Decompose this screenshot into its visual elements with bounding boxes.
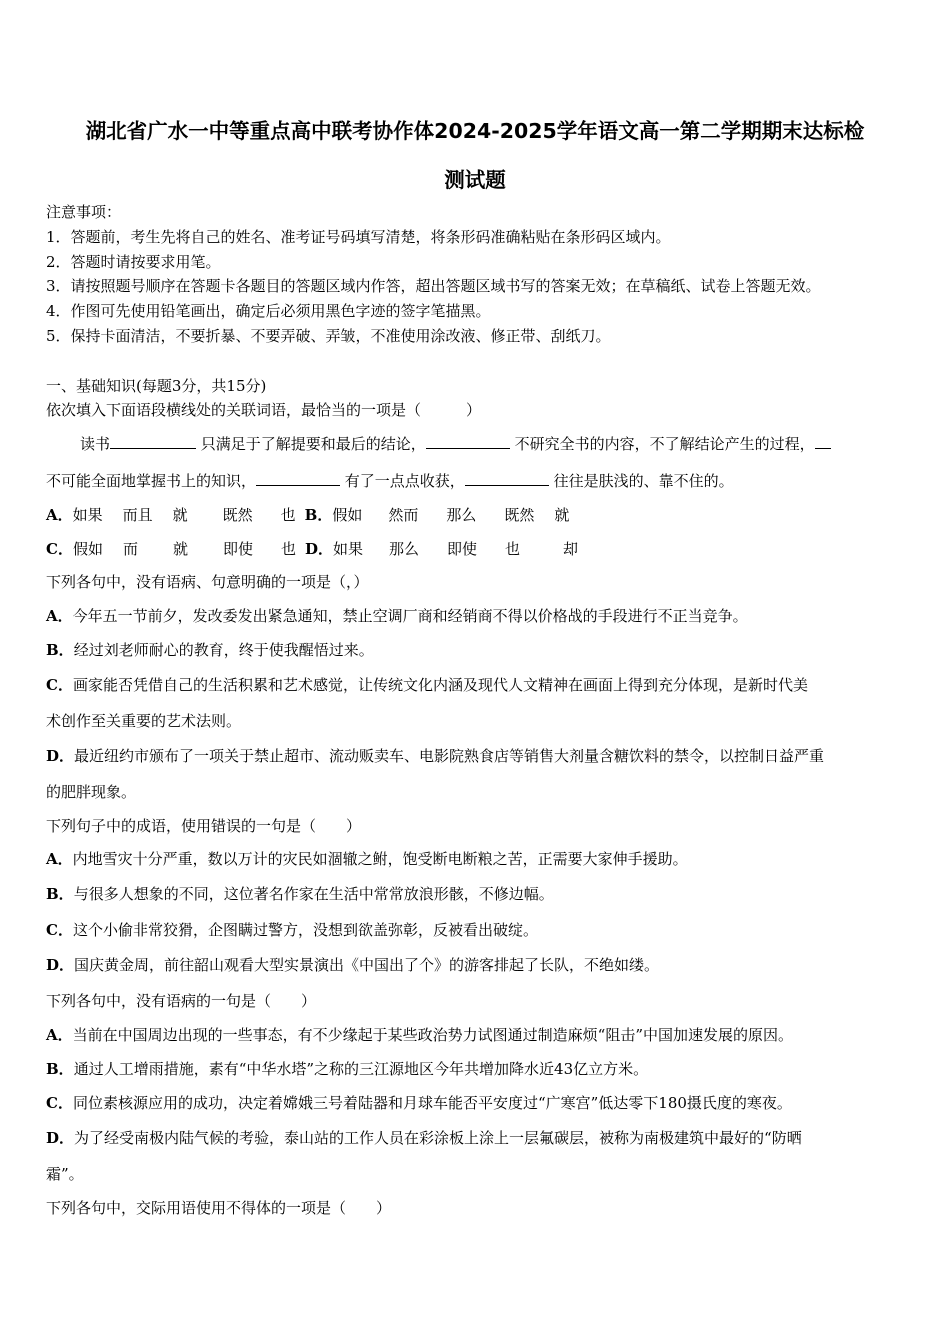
option-label: D． xyxy=(304,540,333,558)
option-word: 也 xyxy=(280,506,296,524)
passage-text: 有了一点点收获， xyxy=(344,472,465,490)
option-word: 既然 xyxy=(222,506,253,524)
notice-item: 5．保持卡面清洁，不要折暴、不要弄破、弄皱，不准使用涂改液、修正带、刮纸刀。 xyxy=(46,327,611,345)
option-word: 如果 xyxy=(332,540,363,558)
question-1-options-ab xyxy=(46,505,578,525)
question-1-stem: 依次填入下面语段横线处的关联词语，最恰当的一项是（ ） xyxy=(46,401,482,419)
option-word: 就 xyxy=(554,506,570,524)
question-2-option-b: B．经过刘老师耐心的教育，终于使我醒悟过来。 xyxy=(46,641,374,659)
option-word: 假如 xyxy=(72,540,103,558)
question-4-option-b: B．通过人工增雨措施，素有“中华水塔”之称的三江源地区今年共增加降水近43亿立方米。 xyxy=(46,1060,649,1078)
question-3-option-d: D．国庆黄金周，前往韶山观看大型实景演出《中国出了个》的游客排起了长队，不绝如缕。 xyxy=(46,956,660,974)
option-word: 而且 xyxy=(122,506,153,524)
option-word: 然而 xyxy=(388,506,419,524)
option-label: B． xyxy=(304,506,333,524)
option-word: 却 xyxy=(562,540,578,558)
fill-blank xyxy=(815,434,831,449)
question-2-option-d-cont: 的肥胖现象。 xyxy=(46,783,137,801)
question-4-stem: 下列各句中，没有语病的一句是（ ） xyxy=(46,992,317,1010)
question-3-option-c: C．这个小偷非常狡猾，企图瞒过警方，没想到欲盖弥彰，反被看出破绽。 xyxy=(46,921,538,939)
passage-text: 读书 xyxy=(80,435,111,453)
option-word: 也 xyxy=(280,540,296,558)
option-word: 如果 xyxy=(72,506,103,524)
notice-item: 1．答题前，考生先将自己的姓名、准考证号码填写清楚，将条形码准确粘贴在条形码区域内。 xyxy=(46,228,671,246)
question-3-option-b: B．与很多人想象的不同，这位著名作家在生活中常常放浪形骸，不修边幅。 xyxy=(46,885,554,903)
question-3-option-a: A．内地雪灾十分严重，数以万计的灾民如涸辙之鲋，饱受断电断粮之苦，正需要大家伸手援助。 xyxy=(46,850,688,868)
question-4-option-c: C．同位素核源应用的成功，决定着嫦娥三号着陆器和月球车能否平安度过“广寒宫”低达零下180摄氏度的寒夜。 xyxy=(46,1094,792,1112)
option-word: 也 xyxy=(504,540,520,558)
question-4-option-d-cont: 霜”。 xyxy=(46,1165,84,1183)
question-2-option-c-cont: 术创作至关重要的艺术法则。 xyxy=(46,712,242,730)
option-word: 那么 xyxy=(388,540,419,558)
fill-blank xyxy=(426,434,510,449)
option-word: 而 xyxy=(122,540,138,558)
option-word: 假如 xyxy=(332,506,363,524)
question-5-stem: 下列各句中，交际用语使用不得体的一项是（ ） xyxy=(46,1199,392,1217)
question-1-passage-line1 xyxy=(80,434,831,454)
section-heading: 一、基础知识(每题3分，共15分) xyxy=(46,377,267,395)
question-2-option-a: A．今年五一节前夕，发改委发出紧急通知，禁止空调厂商和经销商不得以价格战的手段进行不正当竞争。 xyxy=(46,607,748,625)
fill-blank xyxy=(465,471,549,486)
notice-item: 3．请按照题号顺序在答题卡各题目的答题区域内作答，超出答题区域书写的答案无效；在草稿纸、试卷上答题无效。 xyxy=(46,277,821,295)
notice-item: 4．作图可先使用铅笔画出，确定后必须用黑色字迹的签字笔描黑。 xyxy=(46,302,491,320)
option-word: 那么 xyxy=(446,506,477,524)
question-1-passage-line2 xyxy=(46,471,734,491)
question-2-option-d: D．最近纽约市颁布了一项关于禁止超市、流动贩卖车、电影院熟食店等销售大剂量含糖饮料的禁令，以控制日益严重 xyxy=(46,747,825,765)
passage-text: 往往是肤浅的、靠不住的。 xyxy=(553,472,734,490)
option-word: 即使 xyxy=(222,540,253,558)
notice-item: 2．答题时请按要求用笔。 xyxy=(46,253,221,271)
question-2-stem: 下列各句中，没有语病、句意明确的一项是（，） xyxy=(46,573,369,591)
option-word: 既然 xyxy=(504,506,535,524)
passage-text: 不可能全面地掌握书上的知识， xyxy=(46,472,257,490)
page-title-line1: 湖北省广水一中等重点高中联考协作体2024-2025学年语文高一第二学期期末达标检 xyxy=(85,119,865,143)
fill-blank xyxy=(110,434,196,449)
page-title-line2: 测试题 xyxy=(444,168,506,192)
passage-text: 只满足于了解提要和最后的结论， xyxy=(200,435,426,453)
option-word: 就 xyxy=(172,506,188,524)
question-2-option-c: C．画家能否凭借自己的生活积累和艺术感觉，让传统文化内涵及现代人文精神在画面上得到充分体现，是新时代美 xyxy=(46,676,808,694)
fill-blank xyxy=(256,471,340,486)
question-3-stem: 下列句子中的成语，使用错误的一句是（ ） xyxy=(46,817,362,835)
passage-text: 不研究全书的内容，不了解结论产生的过程， xyxy=(514,435,815,453)
notice-heading: 注意事项： xyxy=(46,203,122,221)
option-word: 就 xyxy=(172,540,188,558)
option-label: A． xyxy=(46,506,73,524)
question-4-option-d: D．为了经受南极内陆气候的考验，泰山站的工作人员在彩涂板上涂上一层氟碳层，被称为南极建筑中最好的“防晒 xyxy=(46,1129,802,1147)
option-word: 即使 xyxy=(446,540,477,558)
question-1-options-cd xyxy=(46,539,587,559)
option-label: C． xyxy=(46,540,73,558)
question-4-option-a: A．当前在中国周边出现的一些事态，有不少缘起于某些政治势力试图通过制造麻烦“阻击”中国加速发展的原因。 xyxy=(46,1026,793,1044)
